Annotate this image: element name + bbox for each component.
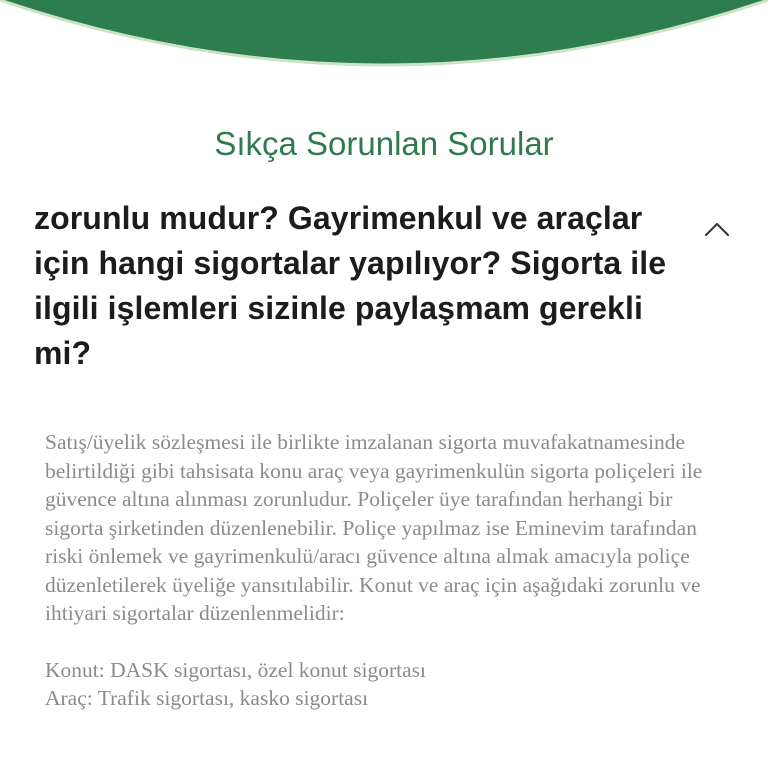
answer-line-konut: Konut: DASK sigortası, özel konut sigortası	[45, 657, 427, 682]
answer-paragraph: Satış/üyelik sözleşmesi ile birlikte imzalanan sigorta muvafakatnamesinde belirtildiği gibi tahsisata konu araç veya gayrimenkulün sigorta poliçeleri ile güvence altına alınması zorunludur. Poliçeler üye tarafından herhangi bir sigorta şirketinden düzenlenebilir. Poliçe yapılmaz ise Eminevim tarafından riski önlemek ve gayrimenkulü/aracı güvence altına almak amacıyla poliçe düzenletilerek üyeliğe yansıtılabilir. Konut ve araç için aşağıdaki zorunlu ve ihtiyari sigortalar düzenlenmelidir:	[45, 430, 703, 625]
answer-line-arac: Araç: Trafik sigortası, kasko sigortası	[45, 686, 369, 710]
header-arc	[0, 0, 768, 80]
faq-answer	[45, 428, 735, 713]
page-title: Sıkça Sorunlan Sorular	[214, 125, 554, 162]
faq-question[interactable]: zorunlu mudur? Gayrimenkul ve araçlar için hangi sigortalar yapılıyor? Sigorta ile ilgili işlemleri sizinle paylaşmam gerekli mi?	[34, 200, 667, 371]
answer-list	[45, 656, 735, 713]
chevron-up-icon[interactable]	[700, 218, 734, 240]
